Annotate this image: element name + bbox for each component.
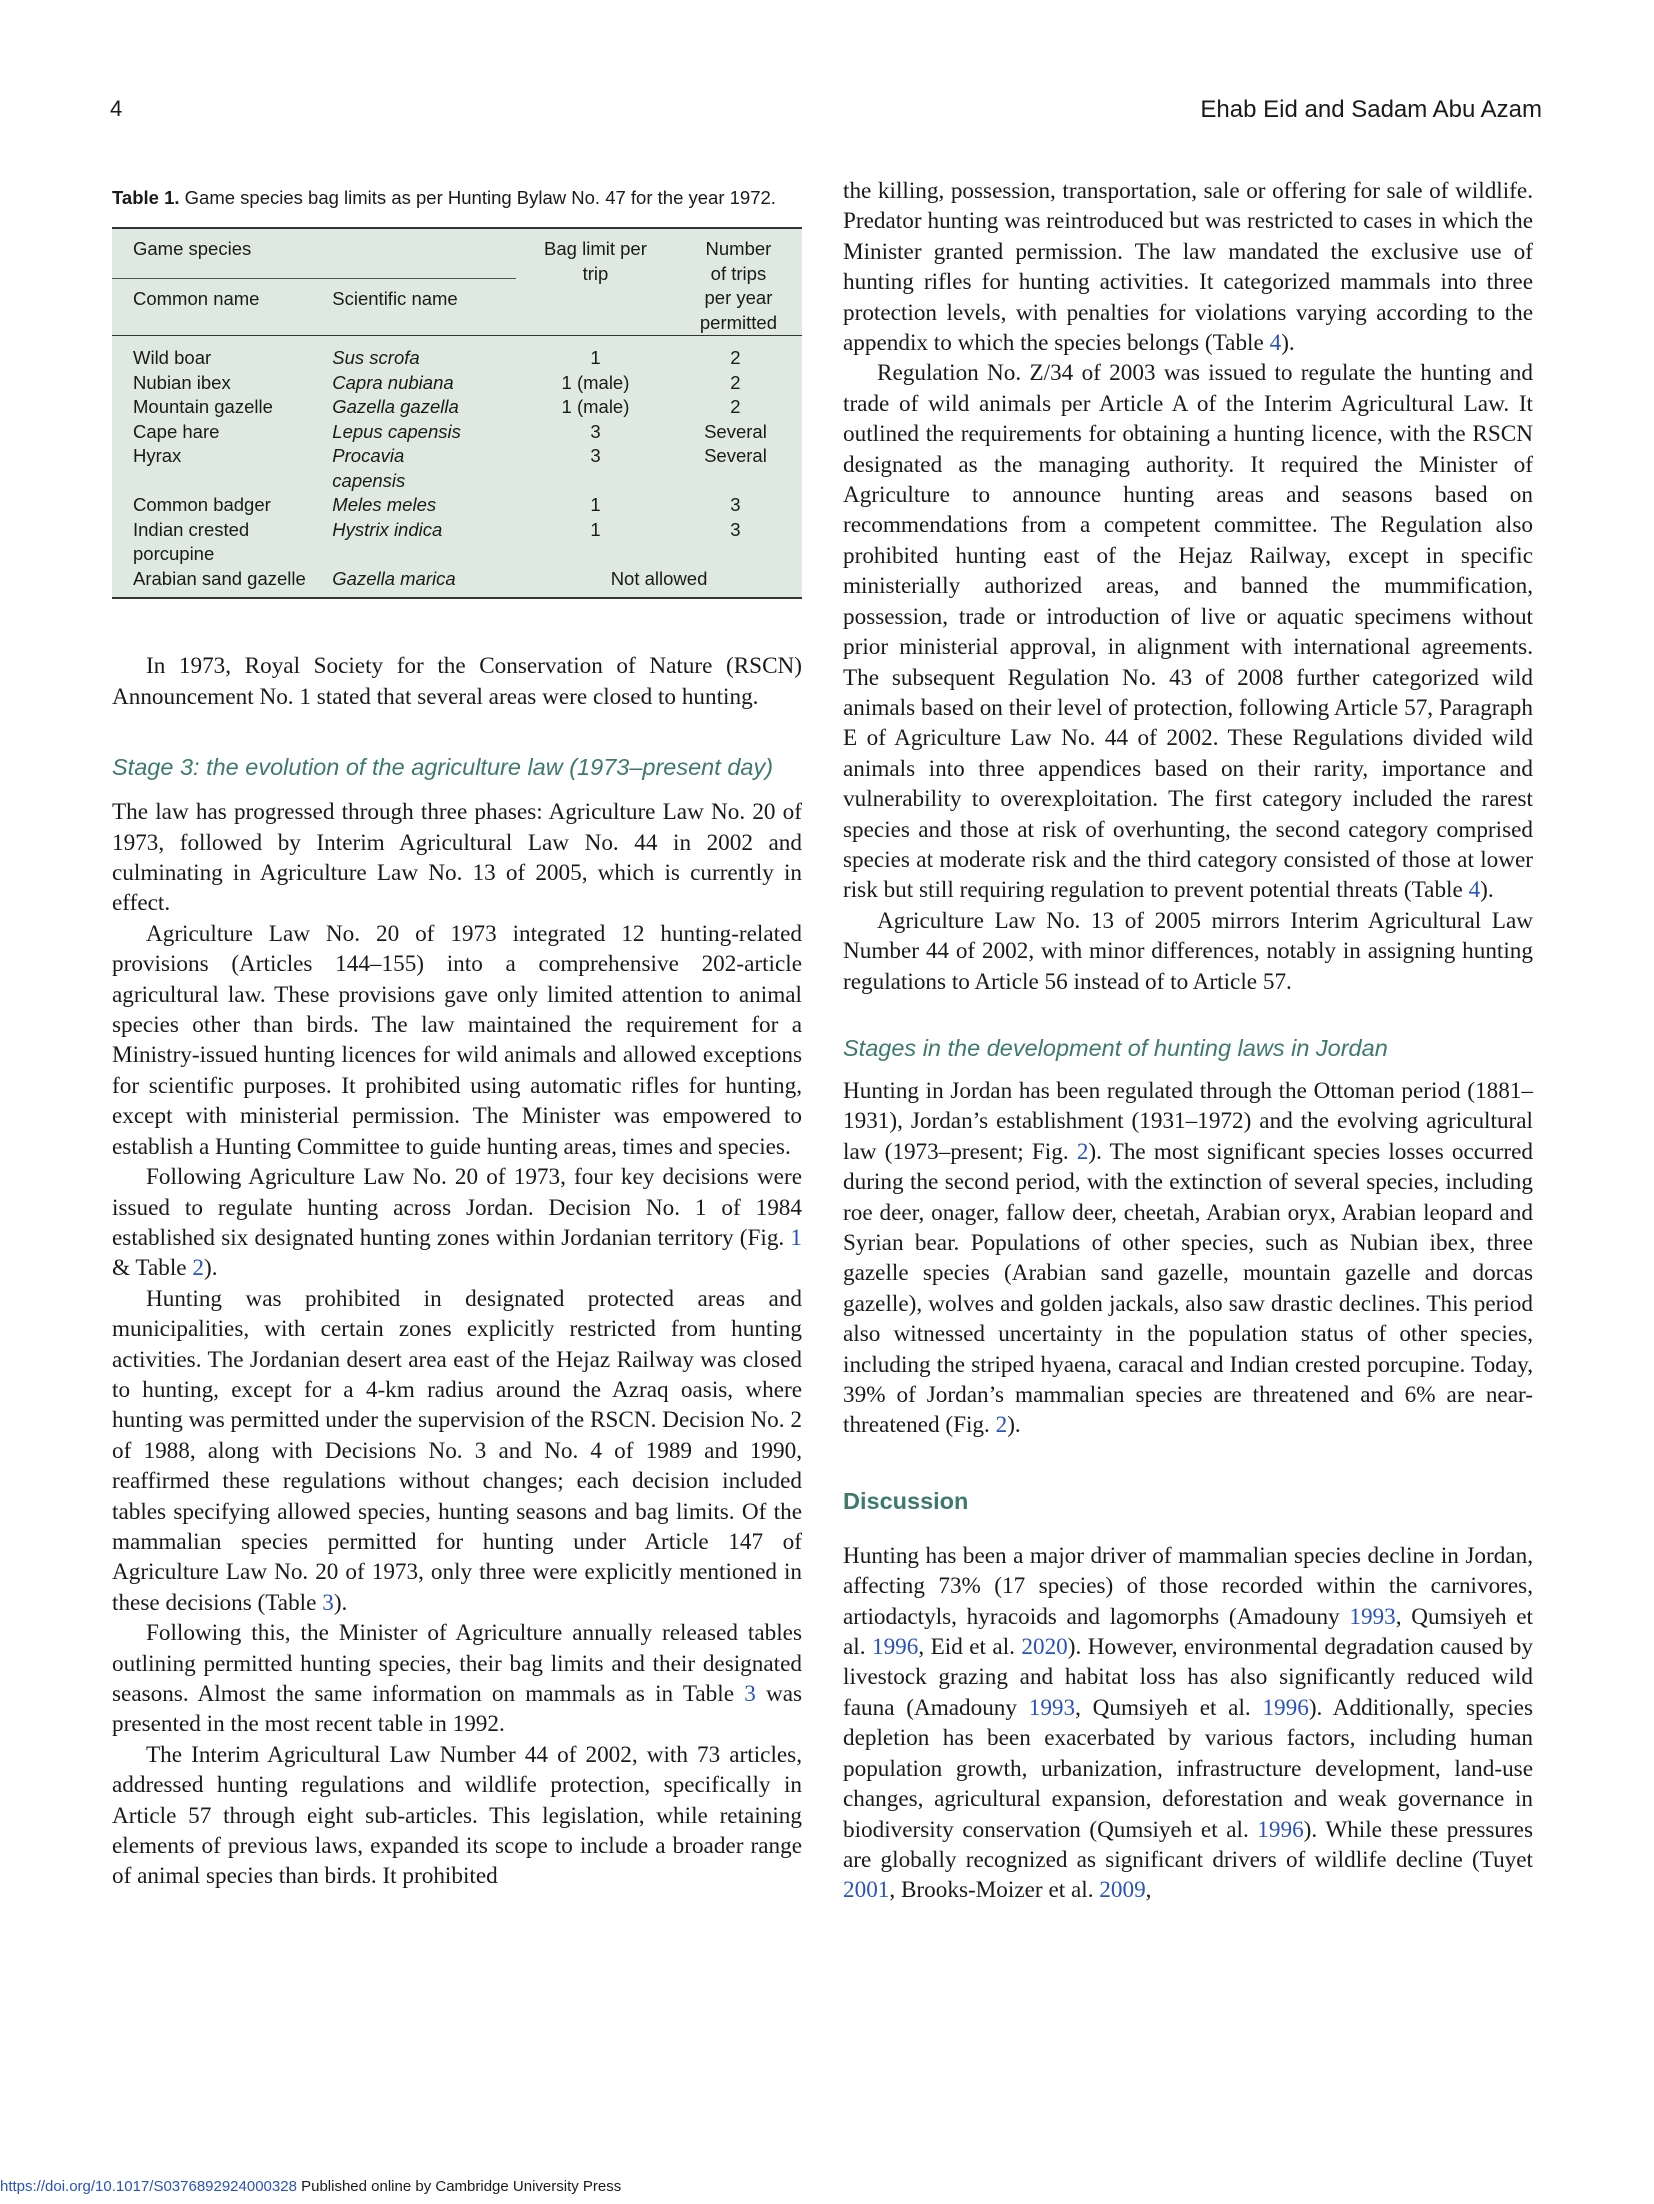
cell-bag-limit: 1 (male)	[561, 396, 630, 418]
table-row	[112, 444, 802, 493]
published-by: Published online by Cambridge University Press	[296, 2178, 622, 2195]
paragraph-four-decisions: Following Agriculture Law No. 20 of 1973, four key decisions were issued to regulate hunting across Jordan. Decision No. 1 of 1984 established six designated hunting zones within Jordanian territory (Fig. 1 & Table 2).	[112, 1164, 802, 1282]
paragraph-agriculture-law-13: Agriculture Law No. 13 of 2005 mirrors Interim Agricultural Law Number 44 of 2002, with minor differences, notably in assigning hunting regulations to Article 56 instead of to Article 57.	[843, 907, 1533, 995]
fig-1-link[interactable]: 1	[790, 1224, 802, 1251]
cell-scientific-name: Sus scrofa	[332, 347, 420, 369]
paragraph-law-phases: The law has progressed through three phases: Agriculture Law No. 20 of 1973, followed by Interim Agricultural Law No. 44 in 2002 and culminating in Agriculture Law No. 13 of 2005, which is currently in effect.	[112, 799, 802, 917]
right-column	[843, 176, 1533, 1906]
cell-bag-limit: 3	[590, 420, 601, 442]
cell-trips-per-year: 2	[730, 396, 741, 418]
footer	[0, 2178, 621, 2195]
cell-trips-per-year: 2	[730, 347, 741, 369]
cell-bag-limit: 3	[590, 445, 601, 467]
cell-scientific-name: Lepus capensis	[332, 420, 461, 442]
page-number: 4	[110, 96, 123, 121]
citation-qumsiyeh-1996[interactable]: 1996	[871, 1634, 919, 1661]
table-header-trips: Number of trips per year permitted	[699, 238, 778, 333]
table-row	[112, 395, 802, 420]
cell-bag-limit: 1	[590, 518, 601, 540]
cell-trips-per-year: 3	[730, 518, 741, 540]
cell-common-name: Indian crested porcupine	[133, 518, 250, 565]
section-heading-discussion: Discussion	[843, 1487, 969, 1514]
table-header-game-species	[112, 228, 516, 278]
cell-trips-per-year: 3	[730, 494, 741, 516]
fig-2-link[interactable]: 2	[1076, 1138, 1089, 1165]
citation-amadouny-1993-2[interactable]: 1993	[1028, 1694, 1076, 1721]
section-heading-stage3: Stage 3: the evolution of the agriculture law (1973–present day)	[112, 754, 774, 781]
cell-common-name: Arabian sand gazelle	[133, 567, 306, 589]
table-caption-text: Game species bag limits as per Hunting Bylaw No. 47 for the year 1972.	[184, 187, 776, 208]
cell-not-allowed: Not allowed	[610, 567, 708, 589]
citation-brooks-moizer-2009[interactable]: 2009	[1099, 1877, 1146, 1904]
cell-scientific-name: Meles meles	[332, 494, 437, 516]
game-species-table	[112, 227, 802, 599]
fig-2-link-2[interactable]: 2	[995, 1412, 1008, 1439]
table-caption	[112, 183, 802, 213]
table-header-common-name: Common name	[112, 278, 332, 336]
table-2-link[interactable]: 2	[192, 1255, 204, 1282]
paragraph-regulation-z34: Regulation No. Z/34 of 2003 was issued to regulate the hunting and trade of wild animals per Article A of the Interim Agricultural Law. It outlined the requirements for obtaining a hunting licence, with the RSCN designated as the managing authority. It required the Minister of Agriculture to announce hunting areas and seasons based on recommendations from a competent committee. The Regulation also prohibited hunting east of the Hejaz Railway, except in specific ministerially authorized areas, and banned the mummification, possession, trade or introduction of live or aquatic specimens without prior ministerial approval, in alignment with international agreements. The subsequent Regulation No. 43 of 2008 further categorized wild animals based on their level of protection, following Article 57, Paragraph E of Agriculture Law No. 44 of 2002. These Regulations divided wild animals into three appendices based on their rarity, importance and vulnerability to overexploitation. The first category included the rarest species and those at risk of overhunting, the second category comprised species at moderate risk and the third category consisted of those at lower risk but still requiring regulation to prevent potential threats (Table 4).	[843, 360, 1533, 904]
paragraph-interim-law-44: The Interim Agricultural Law Number 44 of 2002, with 73 articles, addressed hunting regulations and wildlife protection, specifically in Article 57 through eight sub-articles. This legislation, while retaining elements of previous laws, expanded its scope to include a broader range of animal species than birds. It prohibited	[112, 1741, 802, 1890]
cell-bag-limit: 1	[590, 347, 601, 369]
citation-amadouny-1993[interactable]: 1993	[1349, 1603, 1396, 1630]
cell-common-name: Cape hare	[133, 420, 220, 442]
paragraph-agriculture-law-20: Agriculture Law No. 20 of 1973 integrated 12 hunting-related provisions (Articles 144–155) into a comprehensive 202-article agricultural law. These provisions gave only limited attention to animal species other than birds. The law maintained the requirement for a Ministry-issued hunting licences for wild animals and allowed exceptions for scientific purposes. It prohibited using automatic rifles for hunting, except with ministerial permission. The Minister was empowered to establish a Hunting Committee to guide hunting areas, times and species.	[112, 920, 802, 1160]
section-heading-stages: Stages in the development of hunting laws in Jordan	[843, 1034, 1388, 1061]
table-3-link[interactable]: 3	[322, 1589, 334, 1616]
citation-eid-2020[interactable]: 2020	[1021, 1634, 1068, 1661]
paragraph-annual-tables: Following this, the Minister of Agriculture annually released tables outlining permitted hunting species, their bag limits and their designated seasons. Almost the same information on mammals as in Table 3 was presented in the most recent table in 1992.	[112, 1620, 803, 1738]
citation-tuyet-2001[interactable]: 2001	[843, 1877, 890, 1904]
cell-common-name: Mountain gazelle	[133, 396, 273, 418]
cell-scientific-name: Capra nubiana	[332, 371, 454, 393]
table-4-link-2[interactable]: 4	[1468, 877, 1481, 904]
table-caption-label: Table 1.	[112, 187, 180, 208]
cell-common-name: Hyrax	[133, 445, 182, 467]
table-4-link[interactable]: 4	[1269, 330, 1282, 357]
paragraph-hunting-prohibited: Hunting was prohibited in designated protected areas and municipalities, with certain zones explicitly restricted from hunting activities. The Jordanian desert area east of the Hejaz Railway was closed to hunting, except for a 4-km radius around the Azraq oasis, where hunting was permitted under the supervision of the RSCN. Decision No. 2 of 1988, along with Decisions No. 3 and No. 4 of 1989 and 1990, reaffirmed these regulations without changes; each decision included tables specifying allowed species, hunting seasons and bag limits. Of the mammalian species permitted for hunting under Article 147 of Agriculture Law No. 20 of 1973, only three were explicitly mentioned in these decisions (Table 3).	[112, 1285, 802, 1616]
cell-scientific-name: Gazella marica	[332, 567, 456, 589]
paragraph-hunting-regulated: Hunting in Jordan has been regulated through the Ottoman period (1881–1931), Jordan’s establishment (1931–1972) and the evolving agricultural law (1973–present; Fig. 2). The most significant species losses occurred during the second period, with the extinction of several species, including roe deer, onager, fallow deer, cheetah, Arabian oryx, Arabian leopard and Syrian bear. Populations of other species, such as Nubian ibex, three gazelle species (Arabian sand gazelle, mountain gazelle and dorcas gazelle), wolves and golden jackals, also saw drastic declines. This period also witnessed uncertainty in the population status of other species, including the striped hyaena, caracal and Indian crested porcupine. Today, 39% of Jordan’s mammalian species are threatened and 6% are near-threatened (Fig. 2).	[843, 1077, 1533, 1439]
paragraph-discussion: Hunting has been a major driver of mammalian species decline in Jordan, affecting 73% (17 species) of those recorded within the carnivores, artiodactyls, hyracoids and lagomorphs (Amadouny 1993, Qumsiyeh et al. 1996, Eid et al. 2020). However, environmental degradation caused by livestock grazing and habitat loss has also significantly reduced wild fauna (Amadouny 1993, Qumsiyeh et al. 1996). Additionally, species depletion has been exacerbated by various factors, including human population growth, urbanization, infrastructure development, land-use changes, agricultural expansion, deforestation and weak governance in biodiversity conservation (Qumsiyeh et al. 1996). While these pressures are globally recognized as significant drivers of wildlife decline (Tuyet 2001, Brooks-Moizer et al. 2009,	[843, 1542, 1533, 1904]
cell-common-name: Wild boar	[133, 347, 212, 369]
cell-scientific-name: Gazella gazella	[332, 396, 459, 418]
doi-link[interactable]: https://doi.org/10.1017/S0376892924000328	[0, 2178, 297, 2195]
cell-bag-limit: 1	[590, 494, 601, 516]
table-row	[112, 336, 802, 371]
table-row	[112, 518, 802, 567]
cell-bag-limit: 1 (male)	[561, 371, 630, 393]
table-header-bag-limit: Bag limit per trip	[544, 238, 647, 284]
paragraph-rscn-1973: In 1973, Royal Society for the Conservation of Nature (RSCN) Announcement No. 1 stated that several areas were closed to hunting.	[112, 653, 802, 710]
cell-scientific-name: Hystrix indica	[332, 518, 443, 540]
table-row	[112, 420, 802, 445]
table-row	[112, 371, 802, 396]
table-row	[112, 567, 802, 599]
table-row	[112, 493, 802, 518]
paragraph-killing-possession: the killing, possession, transportation, sale or offering for sale of wildlife. Predator hunting was reintroduced but was restricted to cases in which the Minister granted permission. The law mandated the exclusive use of hunting rifles for hunting activities. It categorized mammals into three protection levels, with penalties for violations varying according to the appendix to which the species belongs (Table 4).	[843, 178, 1533, 357]
header-group-label: Game species	[133, 238, 252, 260]
cell-trips-per-year: Several	[704, 420, 767, 442]
table-header-scientific-name: Scientific name	[332, 278, 516, 336]
left-column	[112, 176, 802, 1892]
cell-trips-per-year: 2	[730, 371, 741, 393]
cell-common-name: Nubian ibex	[133, 371, 231, 393]
running-header-authors: Ehab Eid and Sadam Abu Azam	[1200, 96, 1542, 123]
citation-qumsiyeh-1996-3[interactable]: 1996	[1257, 1816, 1304, 1843]
cell-scientific-name: Procavia capensis	[332, 445, 406, 491]
table-3-link-2[interactable]: 3	[744, 1681, 756, 1707]
citation-qumsiyeh-1996-2[interactable]: 1996	[1262, 1694, 1309, 1721]
cell-trips-per-year: Several	[704, 445, 767, 467]
cell-common-name: Common badger	[133, 494, 271, 516]
